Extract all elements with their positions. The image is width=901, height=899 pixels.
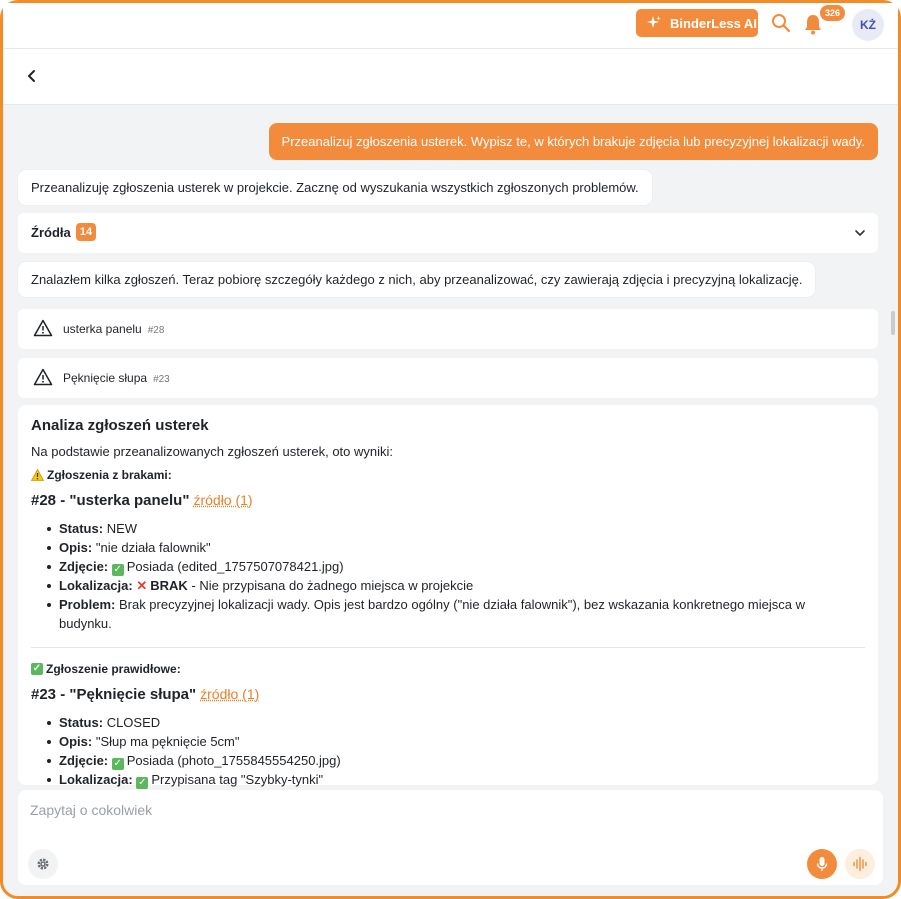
ai-button-label: BinderLess AI xyxy=(670,15,757,31)
list-item xyxy=(47,557,865,576)
binderless-ai-button[interactable] xyxy=(636,9,758,37)
field-value: CLOSED xyxy=(106,715,161,730)
field-value: "nie działa falownik" xyxy=(95,540,211,555)
sparkle-icon xyxy=(646,15,662,31)
field-value: "Słup ma pęknięcie 5cm" xyxy=(95,734,240,749)
issue-heading xyxy=(31,686,865,703)
issue-details xyxy=(47,713,865,789)
microphone-button[interactable] xyxy=(807,849,837,879)
issue-details xyxy=(47,519,865,633)
avatar[interactable]: KŻ xyxy=(852,9,884,41)
list-item xyxy=(47,732,865,751)
tool-call-item[interactable] xyxy=(18,309,878,349)
list-item xyxy=(47,519,865,538)
section-heading-ok xyxy=(31,662,865,676)
voice-mode-button[interactable] xyxy=(845,849,875,879)
field-label: Opis: xyxy=(59,540,93,555)
list-item xyxy=(47,751,865,770)
assistant-message: Znalazłem kilka zgłoszeń. Teraz pobiorę szczegóły każdego z nich, aby przeanalizować, czy zawierają zdjęcia i precyzyjną lokalizację. xyxy=(18,262,815,297)
field-label: Lokalizacja: xyxy=(59,578,133,593)
field-label: Zdjęcie: xyxy=(59,753,109,768)
chevron-left-icon[interactable] xyxy=(25,69,39,83)
check-icon: ✓ xyxy=(113,758,122,769)
tool-name: usterka panelu xyxy=(63,322,142,336)
field-label: Problem: xyxy=(59,597,116,612)
sources-panel[interactable] xyxy=(18,213,878,253)
list-item xyxy=(47,770,865,789)
chat-area xyxy=(3,105,898,788)
assistant-message: Przeanalizuję zgłoszenia usterek w projekcie. Zacznę od wyszukania wszystkich zgłoszonych problemów. xyxy=(18,170,652,205)
warning-icon xyxy=(33,368,53,386)
field-value: Przypisana tag "Szybky-tynki" xyxy=(151,772,324,787)
scrollbar[interactable] xyxy=(891,311,895,335)
source-link[interactable]: źródło (1) xyxy=(193,492,253,508)
field-label: Status: xyxy=(59,715,104,730)
analysis-result xyxy=(18,405,878,788)
field-strong: BRAK xyxy=(150,578,188,593)
list-item xyxy=(47,713,865,732)
check-icon: ✓ xyxy=(138,777,147,788)
check-icon: ✓ xyxy=(113,564,122,575)
list-item xyxy=(47,595,865,633)
field-label: Opis: xyxy=(59,734,93,749)
audio-wave-icon xyxy=(852,856,868,872)
message-composer xyxy=(18,790,883,885)
source-link[interactable]: źródło (1) xyxy=(200,686,260,702)
issue-title: #28 - "usterka panelu" xyxy=(31,492,190,509)
tool-call-label xyxy=(63,371,170,385)
field-value: - Nie przypisana do żadnego miejsca w projekcie xyxy=(191,578,474,593)
tool-call-item[interactable] xyxy=(18,358,878,398)
tool-name: Pęknięcie słupa xyxy=(63,371,148,385)
result-title: Analiza zgłoszeń usterek xyxy=(31,417,209,434)
field-value: NEW xyxy=(106,521,138,536)
field-label: Lokalizacja: xyxy=(59,772,133,787)
sources-label: Źródła xyxy=(31,225,71,240)
divider xyxy=(31,647,865,648)
microphone-icon xyxy=(815,856,829,872)
list-item xyxy=(47,538,865,557)
warning-icon xyxy=(33,319,53,337)
field-label: Status: xyxy=(59,521,104,536)
user-message: Przeanalizuj zgłoszenia usterek. Wypisz te, w których brakuje zdjęcia lub precyzyjnej lokalizacji wady. xyxy=(269,123,878,160)
warning-sign-icon xyxy=(31,469,44,481)
field-value: Posiada (photo_1755845554250.jpg) xyxy=(126,753,341,768)
tool-number: #23 xyxy=(153,374,170,385)
section-label: Zgłoszenia z brakami: xyxy=(47,468,172,482)
result-intro: Na podstawie przeanalizowanych zgłoszeń usterek, oto wyniki: xyxy=(31,444,394,459)
section-heading-missing xyxy=(31,468,865,482)
field-label: Zdjęcie: xyxy=(59,559,109,574)
cross-icon: ✕ xyxy=(136,578,148,593)
notification-badge: 326 xyxy=(820,5,845,21)
tool-call-label xyxy=(63,322,164,336)
gear-icon xyxy=(35,856,51,872)
tool-number: #28 xyxy=(147,325,165,336)
sources-count-badge: 14 xyxy=(76,223,96,241)
check-icon: ✓ xyxy=(32,663,42,674)
page-header xyxy=(3,49,898,105)
chat-input[interactable] xyxy=(30,802,630,818)
chevron-down-icon[interactable] xyxy=(854,227,866,239)
top-bar xyxy=(3,3,898,49)
section-label: Zgłoszenie prawidłowe: xyxy=(46,662,181,676)
settings-button[interactable] xyxy=(28,849,58,879)
field-value: Posiada (edited_1757507078421.jpg) xyxy=(126,559,344,574)
issue-title: #23 - "Pęknięcie słupa" xyxy=(31,686,197,703)
field-value: Brak precyzyjnej lokalizacji wady. Opis jest bardzo ogólny ("nie działa falownik"), bez wskazania konkretnego miejsca w budynku. xyxy=(59,597,805,631)
search-icon[interactable] xyxy=(771,13,791,33)
list-item xyxy=(47,576,865,595)
issue-heading xyxy=(31,492,865,509)
